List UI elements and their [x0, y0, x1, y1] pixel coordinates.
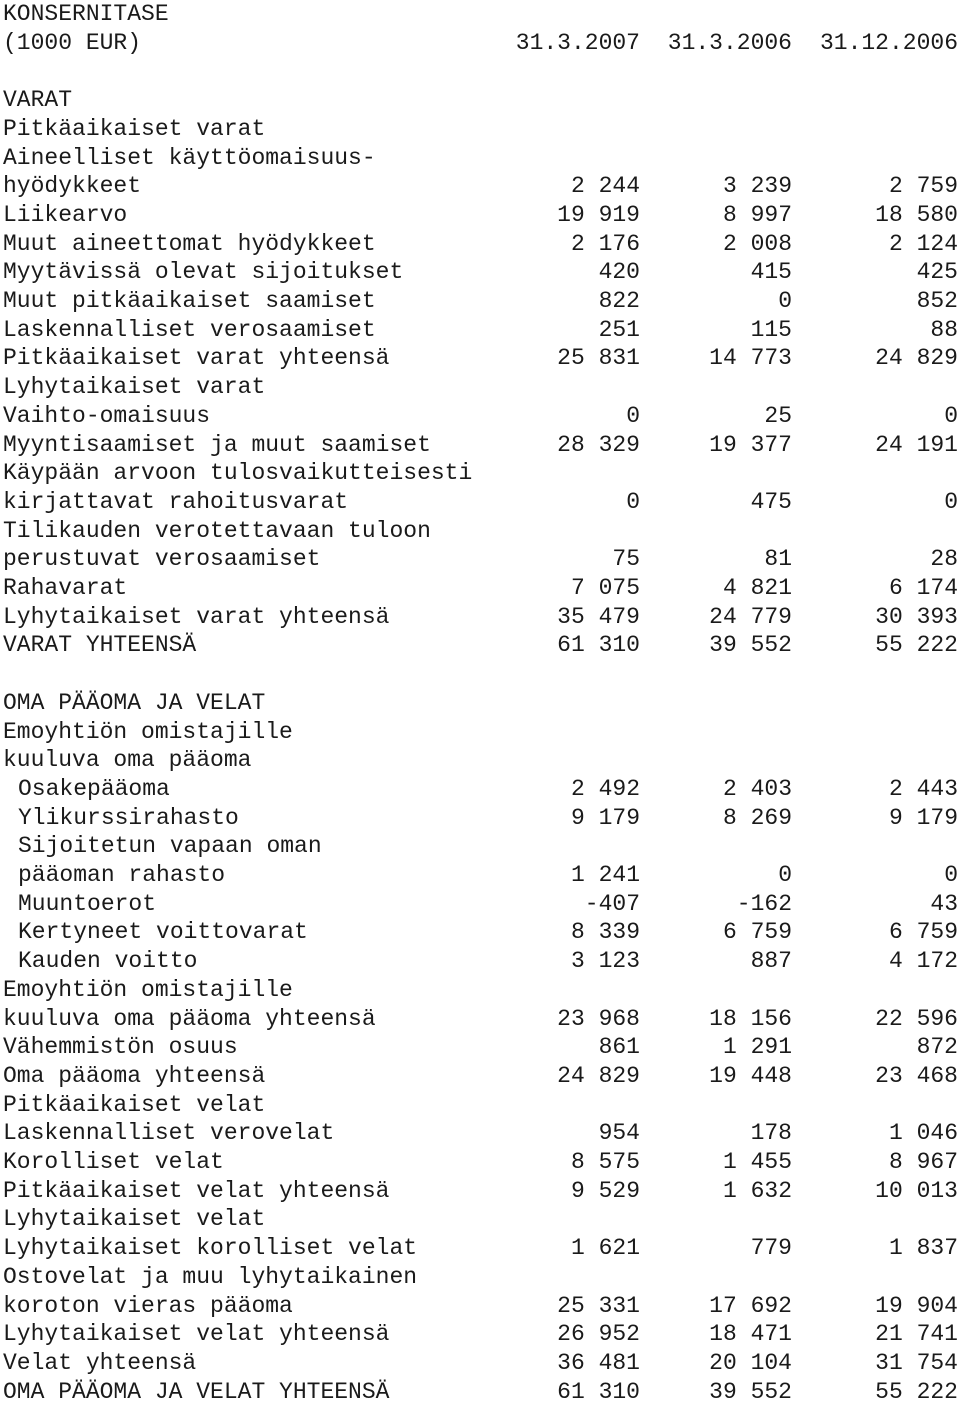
row-label: Kauden voitto [18, 948, 198, 975]
row-value-col-2: 81 [764, 546, 792, 573]
row-value-col-3: 0 [944, 862, 958, 888]
table-row [0, 115, 960, 144]
table-row [0, 1378, 960, 1406]
row-value-col-2 [650, 1205, 792, 1234]
row-value-col-1: 8 575 [570, 1149, 640, 1175]
row-value-col-1: 61 310 [557, 632, 640, 659]
row-value-col-2: 115 [750, 316, 792, 343]
row-value-col-2 [650, 746, 792, 775]
row-value-col-2 [650, 517, 792, 546]
row-value-col-3 [810, 373, 958, 402]
row-label: Velat yhteensä [3, 1349, 197, 1376]
table-row [0, 258, 960, 287]
column-header-2006-q1: 31.3.2006 [667, 29, 792, 56]
row-value-col-2: 1 455 [722, 1149, 792, 1175]
row-value-col-1: 28 329 [557, 431, 640, 458]
row-value-col-2: 178 [750, 1120, 792, 1147]
row-label: Lyhytaikaiset varat [3, 374, 266, 401]
table-row [0, 201, 960, 230]
row-value-col-1: 2 244 [570, 173, 640, 200]
row-label: Lyhytaikaiset velat [3, 1206, 266, 1233]
row-value-col-2: 2 008 [722, 230, 792, 257]
table-row [0, 316, 960, 345]
row-value-col-2: -162 [736, 890, 792, 917]
row-label: Vähemmistön osuus [3, 1034, 238, 1061]
row-value-col-2 [650, 976, 792, 1005]
row-value-col-1: 861 [598, 1034, 640, 1061]
row-value-col-3 [810, 517, 958, 546]
column-header-2007-q1: 31.3.2007 [515, 29, 640, 56]
row-value-col-3: 6 759 [888, 919, 958, 946]
row-value-col-2: 2 403 [722, 775, 792, 802]
row-value-col-1: 26 952 [557, 1321, 640, 1348]
row-label: Lyhytaikaiset korolliset velat [3, 1235, 418, 1262]
table-row [0, 832, 960, 861]
row-value-col-3: 6 174 [888, 575, 958, 601]
row-value-col-2: 19 377 [709, 431, 792, 458]
table-row [0, 545, 960, 574]
row-value-col-3: 1 046 [888, 1120, 958, 1147]
row-value-col-3: 9 179 [888, 804, 958, 831]
row-value-col-3: 425 [916, 259, 958, 286]
row-value-col-3 [810, 1205, 958, 1234]
row-value-col-2: 1 291 [722, 1034, 792, 1061]
table-row [0, 488, 960, 517]
row-label: Sijoitetun vapaan oman [18, 833, 322, 860]
row-label: Oma pääoma yhteensä [3, 1062, 266, 1089]
row-value-col-3 [810, 976, 958, 1005]
row-value-col-2 [650, 459, 792, 488]
row-value-col-3: 30 393 [875, 603, 958, 630]
table-row [0, 918, 960, 947]
row-value-col-1: 3 123 [570, 948, 640, 975]
table-row [0, 1119, 960, 1148]
row-value-col-1 [498, 832, 640, 861]
table-row [0, 718, 960, 747]
row-value-col-2 [650, 115, 792, 144]
row-label: Laskennalliset verosaamiset [3, 316, 376, 343]
row-value-col-1: 8 339 [570, 919, 640, 946]
row-label: Muuntoerot [18, 890, 157, 917]
table-row [0, 861, 960, 890]
table-row [0, 431, 960, 460]
row-value-col-2 [650, 832, 792, 861]
row-value-col-3: 21 741 [875, 1321, 958, 1348]
row-value-col-2: 24 779 [709, 603, 792, 630]
row-label: OMA PÄÄOMA JA VELAT [3, 689, 266, 716]
row-value-col-3 [810, 689, 958, 718]
row-value-col-2: 39 552 [709, 632, 792, 659]
row-value-col-3: 1 837 [888, 1235, 958, 1262]
row-value-col-3: 19 904 [875, 1292, 958, 1319]
row-value-col-2 [650, 373, 792, 402]
row-value-col-3 [810, 459, 958, 488]
row-value-col-1 [498, 86, 640, 115]
row-label: Pitkäaikaiset velat [3, 1091, 266, 1118]
row-value-col-2: 8 997 [722, 201, 792, 228]
table-row [0, 373, 960, 402]
row-value-col-3: 23 468 [875, 1062, 958, 1089]
row-label: perustuvat verosaamiset [3, 546, 321, 573]
row-value-col-2: 0 [778, 862, 792, 888]
row-label: OMA PÄÄOMA JA VELAT YHTEENSÄ [3, 1378, 390, 1405]
row-label: Korolliset velat [3, 1149, 224, 1175]
row-value-col-1: 9 529 [570, 1177, 640, 1204]
unit-label: (1000 EUR) [3, 29, 142, 56]
row-label: kuuluva oma pääoma yhteensä [3, 1005, 376, 1032]
row-value-col-2: 779 [750, 1235, 792, 1262]
row-value-col-2: 18 471 [709, 1321, 792, 1348]
row-value-col-3 [810, 115, 958, 144]
row-label: Pitkäaikaiset varat yhteensä [3, 345, 390, 372]
row-value-col-3: 31 754 [875, 1349, 958, 1376]
row-value-col-3: 28 [930, 546, 958, 573]
table-row [0, 976, 960, 1005]
table-row [0, 603, 960, 632]
row-value-col-3: 872 [916, 1034, 958, 1061]
table-row [0, 631, 960, 660]
row-value-col-2 [650, 144, 792, 173]
row-value-col-3: 55 222 [875, 632, 958, 659]
row-label: kuuluva oma pääoma [3, 747, 252, 774]
row-label: Ostovelat ja muu lyhytaikainen [3, 1263, 418, 1290]
row-value-col-1 [498, 115, 640, 144]
table-row [0, 1033, 960, 1062]
row-value-col-1: 19 919 [557, 201, 640, 228]
row-value-col-2: 17 692 [709, 1292, 792, 1319]
document-title: KONSERNITASE [3, 1, 169, 27]
row-value-col-1 [498, 689, 640, 718]
table-row [0, 1320, 960, 1349]
row-value-col-2: 19 448 [709, 1062, 792, 1089]
row-value-col-3 [810, 86, 958, 115]
table-row [0, 1091, 960, 1120]
row-value-col-3: 10 013 [875, 1177, 958, 1204]
row-value-col-1: 9 179 [570, 804, 640, 831]
row-value-col-2 [650, 86, 792, 115]
row-value-col-3 [810, 1091, 958, 1120]
row-label: Muut aineettomat hyödykkeet [3, 230, 376, 257]
row-value-col-3 [810, 718, 958, 747]
row-value-col-3: 88 [930, 316, 958, 343]
row-value-col-1: 822 [598, 288, 640, 314]
row-label: hyödykkeet [3, 173, 142, 200]
table-row [0, 1292, 960, 1321]
table-row [0, 402, 960, 431]
row-value-col-1: 0 [626, 488, 640, 515]
row-value-col-2: 20 104 [709, 1349, 792, 1376]
row-value-col-2: 8 269 [722, 804, 792, 831]
row-value-col-3: 22 596 [875, 1005, 958, 1032]
row-value-col-1: 36 481 [557, 1349, 640, 1376]
row-label: Rahavarat [3, 575, 128, 601]
row-value-col-1 [498, 746, 640, 775]
row-value-col-1 [498, 1091, 640, 1120]
row-label: Liikearvo [3, 201, 128, 228]
table-row [0, 1148, 960, 1177]
row-value-col-1: 7 075 [570, 575, 640, 601]
row-label: Lyhytaikaiset velat yhteensä [3, 1321, 390, 1348]
table-row [0, 574, 960, 603]
row-value-col-3: 2 124 [888, 230, 958, 257]
row-value-col-1 [498, 144, 640, 173]
table-row [0, 746, 960, 775]
row-value-col-3: 24 191 [875, 431, 958, 458]
row-label: Muut pitkäaikaiset saamiset [3, 288, 376, 314]
row-value-col-1: 25 831 [557, 345, 640, 372]
row-label: Emoyhtiön omistajille [3, 718, 293, 745]
row-value-col-1 [498, 1263, 640, 1292]
table-row [0, 144, 960, 173]
table-row [0, 689, 960, 718]
table-row [0, 1349, 960, 1378]
row-value-col-2 [650, 1091, 792, 1120]
row-value-col-3: 43 [930, 890, 958, 917]
row-value-col-1: 2 176 [570, 230, 640, 257]
row-label: Tilikauden verotettavaan tuloon [3, 517, 431, 544]
row-value-col-1: 61 310 [557, 1378, 640, 1405]
table-row [0, 1234, 960, 1263]
row-value-col-2: 25 [764, 402, 792, 429]
row-value-col-2: 6 759 [722, 919, 792, 946]
row-value-col-1: 954 [598, 1120, 640, 1147]
row-label: Osakepääoma [18, 775, 170, 802]
row-value-col-1: 24 829 [557, 1062, 640, 1089]
row-value-col-2: 18 156 [709, 1005, 792, 1032]
row-value-col-3 [810, 144, 958, 173]
row-value-col-2: 887 [750, 948, 792, 975]
row-value-col-1 [498, 517, 640, 546]
row-label: Lyhytaikaiset varat yhteensä [3, 603, 390, 630]
row-label: Myytävissä olevat sijoitukset [3, 259, 404, 286]
row-value-col-2: 0 [778, 288, 792, 314]
row-label: Kertyneet voittovarat [18, 919, 308, 946]
row-value-col-2: 1 632 [722, 1177, 792, 1204]
row-label: Vaihto-omaisuus [3, 402, 211, 429]
row-value-col-3 [810, 832, 958, 861]
row-value-col-2: 3 239 [722, 173, 792, 200]
row-value-col-2: 14 773 [709, 345, 792, 372]
row-value-col-1: -407 [584, 890, 640, 917]
row-value-col-3: 2 759 [888, 173, 958, 200]
table-row [0, 172, 960, 201]
row-label: koroton vieras pääoma [3, 1292, 293, 1319]
row-value-col-1 [498, 1205, 640, 1234]
row-value-col-3: 0 [944, 488, 958, 515]
row-value-col-3: 852 [916, 288, 958, 314]
row-value-col-1: 420 [598, 259, 640, 286]
table-row [0, 230, 960, 259]
table-row [0, 804, 960, 833]
row-value-col-3: 18 580 [875, 201, 958, 228]
row-value-col-2 [650, 1263, 792, 1292]
table-row [0, 344, 960, 373]
row-label: VARAT YHTEENSÄ [3, 632, 197, 659]
table-row [0, 86, 960, 115]
row-value-col-1: 0 [626, 402, 640, 429]
row-label: VARAT [3, 87, 73, 114]
row-value-col-1: 1 621 [570, 1235, 640, 1262]
row-value-col-1: 1 241 [570, 862, 640, 888]
row-value-col-1: 25 331 [557, 1292, 640, 1319]
table-row [0, 287, 960, 316]
table-row [0, 1062, 960, 1091]
row-value-col-1: 35 479 [557, 603, 640, 630]
row-value-col-2: 415 [750, 259, 792, 286]
row-value-col-2: 4 821 [722, 575, 792, 601]
row-label: pääoman rahasto [18, 862, 226, 888]
row-value-col-3: 55 222 [875, 1378, 958, 1405]
row-value-col-2 [650, 689, 792, 718]
row-value-col-2: 39 552 [709, 1378, 792, 1405]
column-header-line [0, 29, 960, 58]
table-row [0, 459, 960, 488]
table-row [0, 517, 960, 546]
row-value-col-2 [650, 718, 792, 747]
row-value-col-1: 251 [598, 316, 640, 343]
row-value-col-2: 475 [750, 488, 792, 515]
row-value-col-3: 24 829 [875, 345, 958, 372]
table-row [0, 1005, 960, 1034]
row-value-col-1 [498, 718, 640, 747]
row-value-col-1 [498, 459, 640, 488]
row-label: Pitkäaikaiset velat yhteensä [3, 1177, 390, 1204]
row-label: Aineelliset käyttöomaisuus- [3, 144, 376, 171]
row-value-col-3 [810, 746, 958, 775]
table-row [0, 1177, 960, 1206]
row-label: Emoyhtiön omistajille [3, 976, 293, 1003]
row-value-col-1: 2 492 [570, 775, 640, 802]
table-row [0, 1263, 960, 1292]
row-label: kirjattavat rahoitusvarat [3, 488, 349, 515]
row-label: Ylikurssirahasto [18, 804, 239, 831]
table-row [0, 775, 960, 804]
row-value-col-3 [810, 1263, 958, 1292]
row-label: Käypään arvoon tulosvaikutteisesti [3, 460, 473, 487]
table-row [0, 1205, 960, 1234]
row-value-col-1 [498, 373, 640, 402]
row-value-col-1: 75 [612, 546, 640, 573]
row-label: Myyntisaamiset ja muut saamiset [3, 431, 431, 458]
row-value-col-1: 23 968 [557, 1005, 640, 1032]
row-value-col-3: 4 172 [888, 948, 958, 975]
column-header-2006-year: 31.12.2006 [819, 29, 958, 56]
row-value-col-3: 2 443 [888, 775, 958, 802]
row-label: Laskennalliset verovelat [3, 1120, 335, 1147]
row-value-col-3: 0 [944, 402, 958, 429]
row-value-col-3: 8 967 [888, 1149, 958, 1175]
table-row [0, 890, 960, 919]
table-row [0, 947, 960, 976]
row-value-col-1 [498, 976, 640, 1005]
document-title-line [0, 0, 169, 29]
row-label: Pitkäaikaiset varat [3, 115, 266, 142]
